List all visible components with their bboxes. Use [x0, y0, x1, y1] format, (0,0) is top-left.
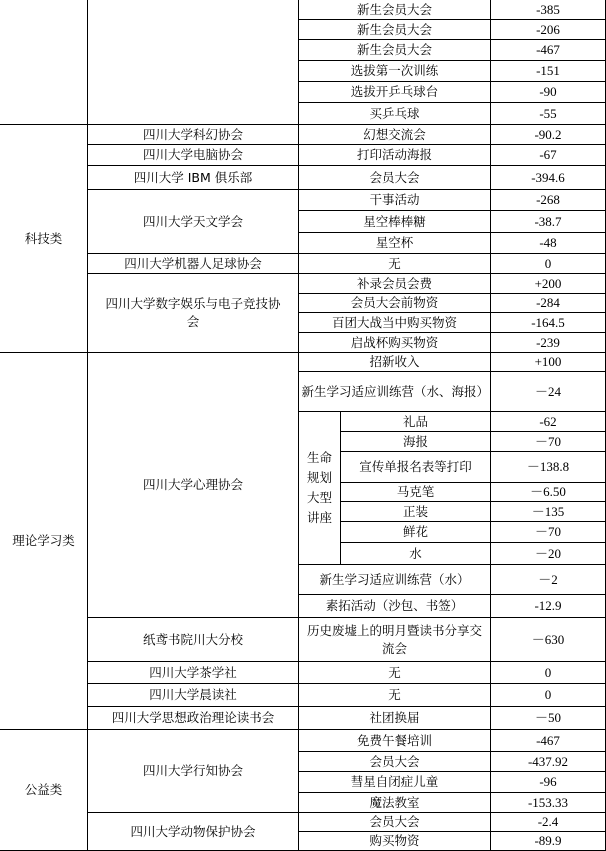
amount-cell: －135 [491, 502, 606, 522]
item-cell: 新生会员大会 [299, 0, 491, 20]
item-cell: 无 [299, 662, 491, 684]
item-cell: 会员大会 [299, 752, 491, 772]
amount-cell: -467 [491, 730, 606, 752]
amount-cell: －70 [491, 522, 606, 543]
amount-cell: -62 [491, 412, 606, 432]
category-cell [0, 0, 88, 125]
amount-cell: －2 [491, 565, 606, 595]
amount-cell: -239 [491, 333, 606, 353]
item-cell: 幻想交流会 [299, 125, 491, 145]
club-name-cell: 四川大学动物保护协会 [88, 813, 299, 851]
club-name-cell: 四川大学思想政治理论读书会 [88, 707, 299, 730]
item-cell: 无 [299, 684, 491, 707]
category-cell: 公益类 [0, 730, 88, 851]
item-cell: 水 [341, 543, 491, 565]
club-name-cell: 四川大学电脑协会 [88, 145, 299, 166]
amount-cell: +200 [491, 274, 606, 294]
item-cell: 百团大战当中购买物资 [299, 313, 491, 333]
amount-cell: -89.9 [491, 832, 606, 851]
item-cell: 会员大会 [299, 813, 491, 832]
amount-cell: -164.5 [491, 313, 606, 333]
club-name-cell: 四川大学天文学会 [88, 190, 299, 254]
item-cell: 宣传单报名表等打印 [341, 452, 491, 483]
amount-cell: -48 [491, 233, 606, 254]
club-name-cell: 四川大学机器人足球协会 [88, 254, 299, 274]
amount-cell: -90 [491, 82, 606, 103]
amount-cell: -90.2 [491, 125, 606, 145]
amount-cell: -153.33 [491, 793, 606, 813]
item-cell: 海报 [341, 432, 491, 452]
amount-cell: -284 [491, 294, 606, 313]
item-cell: 招新收入 [299, 353, 491, 372]
amount-cell: －24 [491, 372, 606, 412]
club-name-cell [88, 0, 299, 125]
amount-cell: -67 [491, 145, 606, 166]
item-cell: 免费午餐培训 [299, 730, 491, 752]
club-name-cell: 四川大学行知协会 [88, 730, 299, 813]
club-name-cell: 四川大学心理协会 [88, 353, 299, 618]
item-cell: 选拔第一次训练 [299, 61, 491, 82]
club-name-cell: 四川大学晨读社 [88, 684, 299, 707]
amount-cell: -55 [491, 103, 606, 125]
item-cell: 选拔开乒乓球台 [299, 82, 491, 103]
amount-cell: －70 [491, 432, 606, 452]
item-cell: 社团换届 [299, 707, 491, 730]
item-cell: 购买物资 [299, 832, 491, 851]
amount-cell: －6.50 [491, 483, 606, 502]
amount-cell: 0 [491, 662, 606, 684]
amount-cell: -385 [491, 0, 606, 20]
amount-cell: 0 [491, 254, 606, 274]
item-cell: 干事活动 [299, 190, 491, 211]
item-cell: 新生会员大会 [299, 40, 491, 61]
amount-cell: -96 [491, 772, 606, 793]
item-cell: 彗星自闭症儿童 [299, 772, 491, 793]
amount-cell: -437.92 [491, 752, 606, 772]
amount-cell: -2.4 [491, 813, 606, 832]
item-cell: 会员大会前物资 [299, 294, 491, 313]
amount-cell: －138.8 [491, 452, 606, 483]
item-cell: 买乒乓球 [299, 103, 491, 125]
item-cell: 启战杯购买物资 [299, 333, 491, 353]
amount-cell: -12.9 [491, 595, 606, 618]
amount-cell: -467 [491, 40, 606, 61]
amount-cell: -394.6 [491, 166, 606, 190]
item-cell: 补录会员会费 [299, 274, 491, 294]
club-name-cell: 四川大学茶学社 [88, 662, 299, 684]
item-cell: 魔法教室 [299, 793, 491, 813]
item-cell: 新生会员大会 [299, 20, 491, 40]
item-cell: 新生学习适应训练营（水、海报） [299, 372, 491, 412]
category-cell: 理论学习类 [0, 353, 88, 730]
item-cell: 历史废墟上的明月暨读书分享交流会 [299, 618, 491, 662]
amount-cell: -206 [491, 20, 606, 40]
amount-cell: 0 [491, 684, 606, 707]
club-name-cell: 四川大学 IBM 俱乐部 [88, 166, 299, 190]
amount-cell: －630 [491, 618, 606, 662]
item-cell: 鲜花 [341, 522, 491, 543]
item-cell: 礼品 [341, 412, 491, 432]
amount-cell: -268 [491, 190, 606, 211]
club-name-cell: 四川大学数字娱乐与电子竞技协会 [88, 274, 299, 353]
group-label-cell: 生命规划大型讲座 [299, 412, 341, 565]
amount-cell: -151 [491, 61, 606, 82]
item-cell: 正装 [341, 502, 491, 522]
item-cell: 星空棒棒糖 [299, 211, 491, 233]
item-cell: 星空杯 [299, 233, 491, 254]
club-name-cell: 四川大学科幻协会 [88, 125, 299, 145]
item-cell: 素拓活动（沙包、书签） [299, 595, 491, 618]
club-name-cell: 纸鸢书院川大分校 [88, 618, 299, 662]
item-cell: 打印活动海报 [299, 145, 491, 166]
amount-cell: －50 [491, 707, 606, 730]
amount-cell: -38.7 [491, 211, 606, 233]
item-cell: 会员大会 [299, 166, 491, 190]
category-cell: 科技类 [0, 125, 88, 353]
amount-cell: +100 [491, 353, 606, 372]
item-cell: 新生学习适应训练营（水） [299, 565, 491, 595]
amount-cell: －20 [491, 543, 606, 565]
item-cell: 无 [299, 254, 491, 274]
item-cell: 马克笔 [341, 483, 491, 502]
